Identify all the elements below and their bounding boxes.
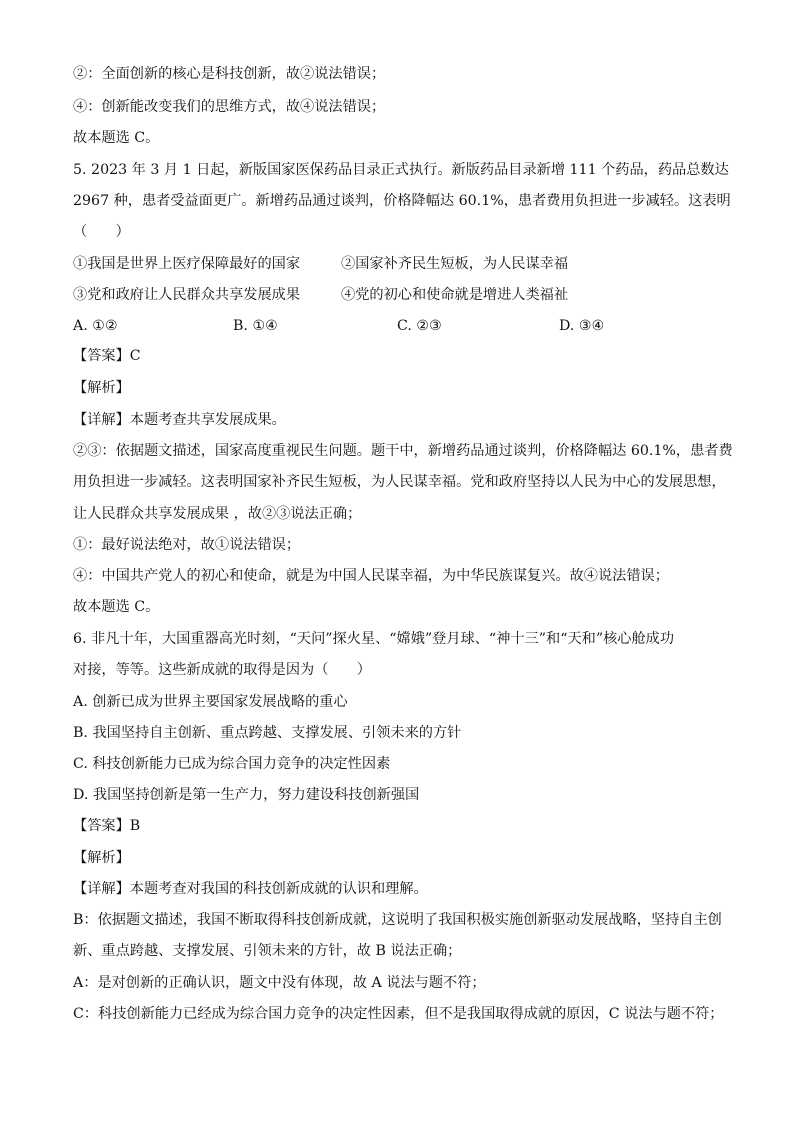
q5-option-a: A. ①② (73, 318, 118, 334)
q6-answer: 【答案】B (73, 818, 141, 834)
q6-explanation-3: A：是对创新的正确认识，题文中没有体现，故 A 说法与题不符； (73, 975, 486, 991)
q6-detail: 【详解】本题考查对我国的科技创新成就的认识和理解。 (73, 881, 428, 897)
q5-explanation-1: ②③：依据题文描述，国家高度重视民生问题。题干中，新增药品通过谈判，价格降幅达 60.1%，患者费 (73, 443, 733, 459)
q6-analysis-label: 【解析】 (73, 850, 130, 866)
q5-answer: 【答案】C (73, 348, 141, 364)
q6-explanation-2: 新、重点跨越、支撑发展、引领未来的方针，故 B 说法正确； (73, 943, 462, 959)
q5-explanation-4: ①：最好说法绝对，故①说法错误； (73, 537, 301, 553)
q5-option-b: B. ①④ (233, 318, 278, 334)
q5-analysis-label: 【解析】 (73, 380, 130, 396)
q5-explanation-5: ④：中国共产党人的初心和使命，就是为中国人民谋幸福，为中华民族谋复兴。故④说法错误； (73, 568, 669, 584)
q5-blank: （ ） (73, 224, 130, 240)
q5-options-row (73, 316, 733, 336)
q6-explanation-1: B：依据题文描述，我国不断取得科技创新成就，这说明了我国积极实施创新驱动发展战略，坚持自主创 (73, 912, 722, 928)
q5-option-d: D. ③④ (559, 318, 605, 334)
prev-explanation-2: ②：全面创新的核心是科技创新，故②说法错误； (73, 66, 386, 82)
q6-option-b: B. 我国坚持自主创新、重点跨越、支撑发展、引领未来的方针 (73, 725, 462, 741)
q5-detail: 【详解】本题考查共享发展成果。 (73, 412, 286, 428)
q5-item-4: ④党的初心和使命就是增进人类福祉 (341, 287, 569, 303)
q5-explanation-2: 用负担进一步减轻。这表明国家补齐民生短板，为人民谋幸福。党和政府坚持以人民为中心的发展思想， (73, 474, 726, 490)
q6-option-d: D. 我国坚持创新是第一生产力，努力建设科技创新强国 (73, 787, 420, 803)
q5-item-3: ③党和政府让人民群众共享发展成果 (73, 287, 301, 303)
q6-option-c: C. 科技创新能力已成为综合国力竞争的决定性因素 (73, 756, 391, 772)
prev-explanation-4: ④：创新能改变我们的思维方式，故④说法错误； (73, 99, 386, 115)
q6-explanation-4: C：科技创新能力已经成为综合国力竞争的决定性因素，但不是我国取得成就的原因，C 说法与题不符； (73, 1006, 724, 1022)
q5-items-row-1 (73, 254, 733, 274)
q5-explanation-3: 让人民群众共享发展成果 ，故②③说法正确； (73, 506, 362, 522)
q5-items-row-2 (73, 285, 733, 305)
q5-stem-line-1: 5. 2023 年 3 月 1 日起，新版国家医保药品目录正式执行。新版药品目录新增 111 个药品，药品总数达 (73, 162, 729, 178)
q5-conclusion: 故本题选 C。 (73, 599, 160, 615)
q5-item-1: ①我国是世界上医疗保障最好的国家 (73, 256, 301, 272)
q6-option-a: A. 创新已成为世界主要国家发展战略的重心 (73, 694, 348, 710)
prev-conclusion: 故本题选 C。 (73, 130, 160, 146)
q5-stem-line-2: 2967 种，患者受益面更广。新增药品通过谈判，价格降幅达 60.1%，患者费用负担进一步减轻。这表明 (73, 193, 731, 209)
q6-stem-line-1: 6. 非凡十年，大国重器高光时刻，“天问”探火星、“嫦娥”登月球、“神十三”和“天和”核心舱成功 (73, 631, 675, 647)
q6-stem-line-2: 对接，等等。这些新成就的取得是因为（ ） (73, 662, 371, 678)
q5-option-c: C. ②③ (397, 318, 442, 334)
q5-item-2: ②国家补齐民生短板，为人民谋幸福 (341, 256, 569, 272)
